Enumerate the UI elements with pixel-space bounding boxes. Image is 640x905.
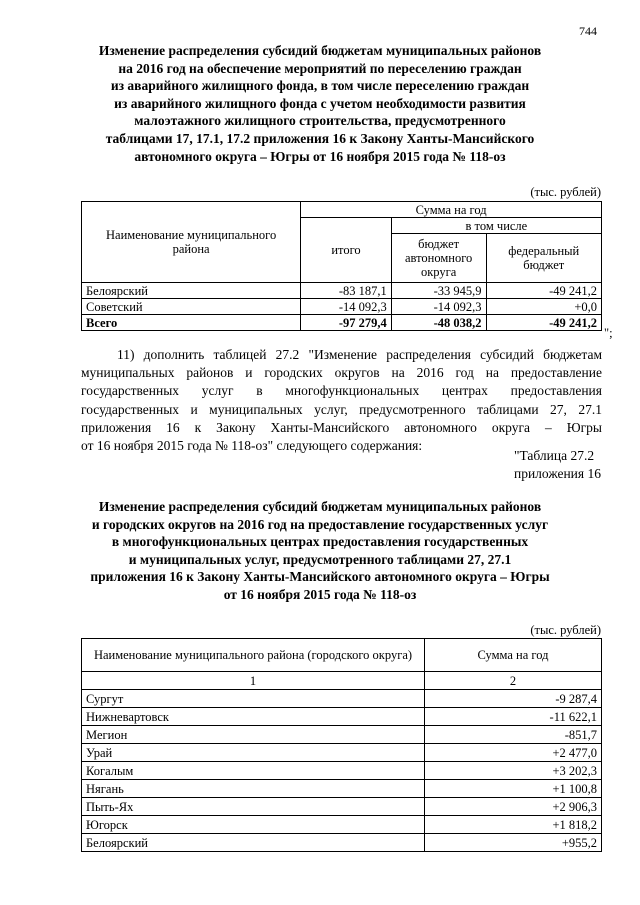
table-row: [82, 690, 602, 708]
annex-line: приложения 16: [513, 466, 601, 481]
sum-value: +955,2: [425, 834, 602, 852]
paragraph-line: государственных и муниципальных услуг, предусмотренного таблицами 27, 27.1: [81, 401, 602, 417]
district-name: Белоярский: [82, 283, 301, 299]
title-line: Изменение распределения субсидий бюджетам муниципальных районов: [98, 43, 542, 58]
table-row: [82, 780, 602, 798]
table-row: [82, 299, 602, 315]
title-line: таблицами 17, 17.1, 17.2 приложения 16 к Закону Ханты-Мансийского: [105, 130, 535, 146]
table-row: [82, 744, 602, 762]
header-district-name: Наименование муниципального района (городского округа): [82, 639, 425, 672]
district-name: Нижневартовск: [82, 708, 425, 726]
table-row: [82, 708, 602, 726]
section1-title: [60, 42, 580, 165]
district-name: Нягань: [82, 780, 425, 798]
sum-value: +2 477,0: [425, 744, 602, 762]
district-name: Сургут: [82, 690, 425, 708]
subsidy-table-2: [81, 638, 602, 852]
title-line: Изменение распределения субсидий бюджетам муниципальных районов: [98, 499, 542, 514]
district-name: Белоярский: [82, 834, 425, 852]
amendment-paragraph: [81, 346, 602, 455]
total-value: -14 092,3: [301, 299, 392, 315]
paragraph-line: муниципальных районов и городских округов на 2016 год на предоставление: [81, 365, 602, 381]
header-regional-budget: бюджет автономного округа: [391, 234, 486, 283]
title-line: и муниципальных услуг, предусмотренного таблицами 27, 27.1: [128, 551, 512, 567]
title-line: в многофункциональных центрах предоставления государственных: [111, 534, 529, 550]
header-total: итого: [301, 218, 392, 283]
regional-value: -33 945,9: [391, 283, 486, 299]
header-sum: Сумма на год: [301, 202, 602, 218]
annex-line: "Таблица 27.2: [513, 448, 595, 463]
district-name: Мегион: [82, 726, 425, 744]
table-row: [82, 726, 602, 744]
paragraph-line: от 16 ноября 2015 года № 118-оз" следующего содержания:: [81, 438, 423, 454]
district-name: Пыть-Ях: [82, 798, 425, 816]
header-federal-budget: федеральный бюджет: [486, 234, 602, 283]
sum-value: +2 906,3: [425, 798, 602, 816]
header-including: в том числе: [391, 218, 601, 234]
section2-title: [60, 498, 580, 604]
table-row: [82, 816, 602, 834]
total-value: -97 279,4: [301, 315, 392, 331]
subsidy-table-1: [81, 201, 602, 331]
district-name: Когалым: [82, 762, 425, 780]
sum-value: +1 100,8: [425, 780, 602, 798]
sum-value: -851,7: [425, 726, 602, 744]
title-line: и городских округов на 2016 год на предоставление государственных услуг: [91, 516, 549, 532]
table-row: [82, 834, 602, 852]
paragraph-line: государственных услуг в многофункциональных центрах предоставления: [81, 383, 602, 399]
title-line: малоэтажного жилищного строительства, предусмотренного: [134, 113, 506, 129]
regional-value: -48 038,2: [391, 315, 486, 331]
annex-reference: [514, 447, 601, 483]
header-district-name: Наименование муниципального района: [82, 202, 301, 283]
total-value: -83 187,1: [301, 283, 392, 299]
units-label: (тыс. рублей): [530, 623, 601, 637]
sum-value: +1 818,2: [425, 816, 602, 834]
title-line: из аварийного жилищного фонда с учетом необходимости развития: [114, 95, 526, 111]
page-number: 744: [579, 24, 597, 38]
header-sum: Сумма на год: [425, 639, 602, 672]
column-number: 1: [82, 672, 425, 690]
units-label: (тыс. рублей): [530, 185, 601, 199]
table-row: [82, 798, 602, 816]
district-name: Югорск: [82, 816, 425, 834]
title-line: из аварийного жилищного фонда, в том числе переселению граждан: [110, 78, 530, 94]
sum-value: +3 202,3: [425, 762, 602, 780]
title-line: автономного округа – Югры от 16 ноября 2015 года № 118-оз: [134, 148, 506, 164]
federal-value: +0,0: [486, 299, 602, 315]
total-row: [82, 315, 602, 331]
table-row: [82, 283, 602, 299]
paragraph-line: приложения 16 к Закону Ханты-Мансийского автономного округа – Югры: [81, 419, 602, 435]
district-name: Советский: [82, 299, 301, 315]
paragraph-line: 11) дополнить таблицей 27.2 "Изменение распределения субсидий бюджетам: [117, 347, 602, 362]
title-line: приложения 16 к Закону Ханты-Мансийского автономного округа – Югры: [90, 569, 550, 585]
column-number: 2: [425, 672, 602, 690]
title-line: на 2016 год на обеспечение мероприятий по переселению граждан: [118, 60, 522, 76]
closing-quote: ";: [604, 326, 613, 340]
total-label: Всего: [82, 315, 301, 331]
federal-value: -49 241,2: [486, 283, 602, 299]
regional-value: -14 092,3: [391, 299, 486, 315]
sum-value: -9 287,4: [425, 690, 602, 708]
title-line: от 16 ноября 2015 года № 118-оз: [223, 586, 417, 602]
sum-value: -11 622,1: [425, 708, 602, 726]
federal-value: -49 241,2: [486, 315, 602, 331]
table-row: [82, 762, 602, 780]
district-name: Урай: [82, 744, 425, 762]
